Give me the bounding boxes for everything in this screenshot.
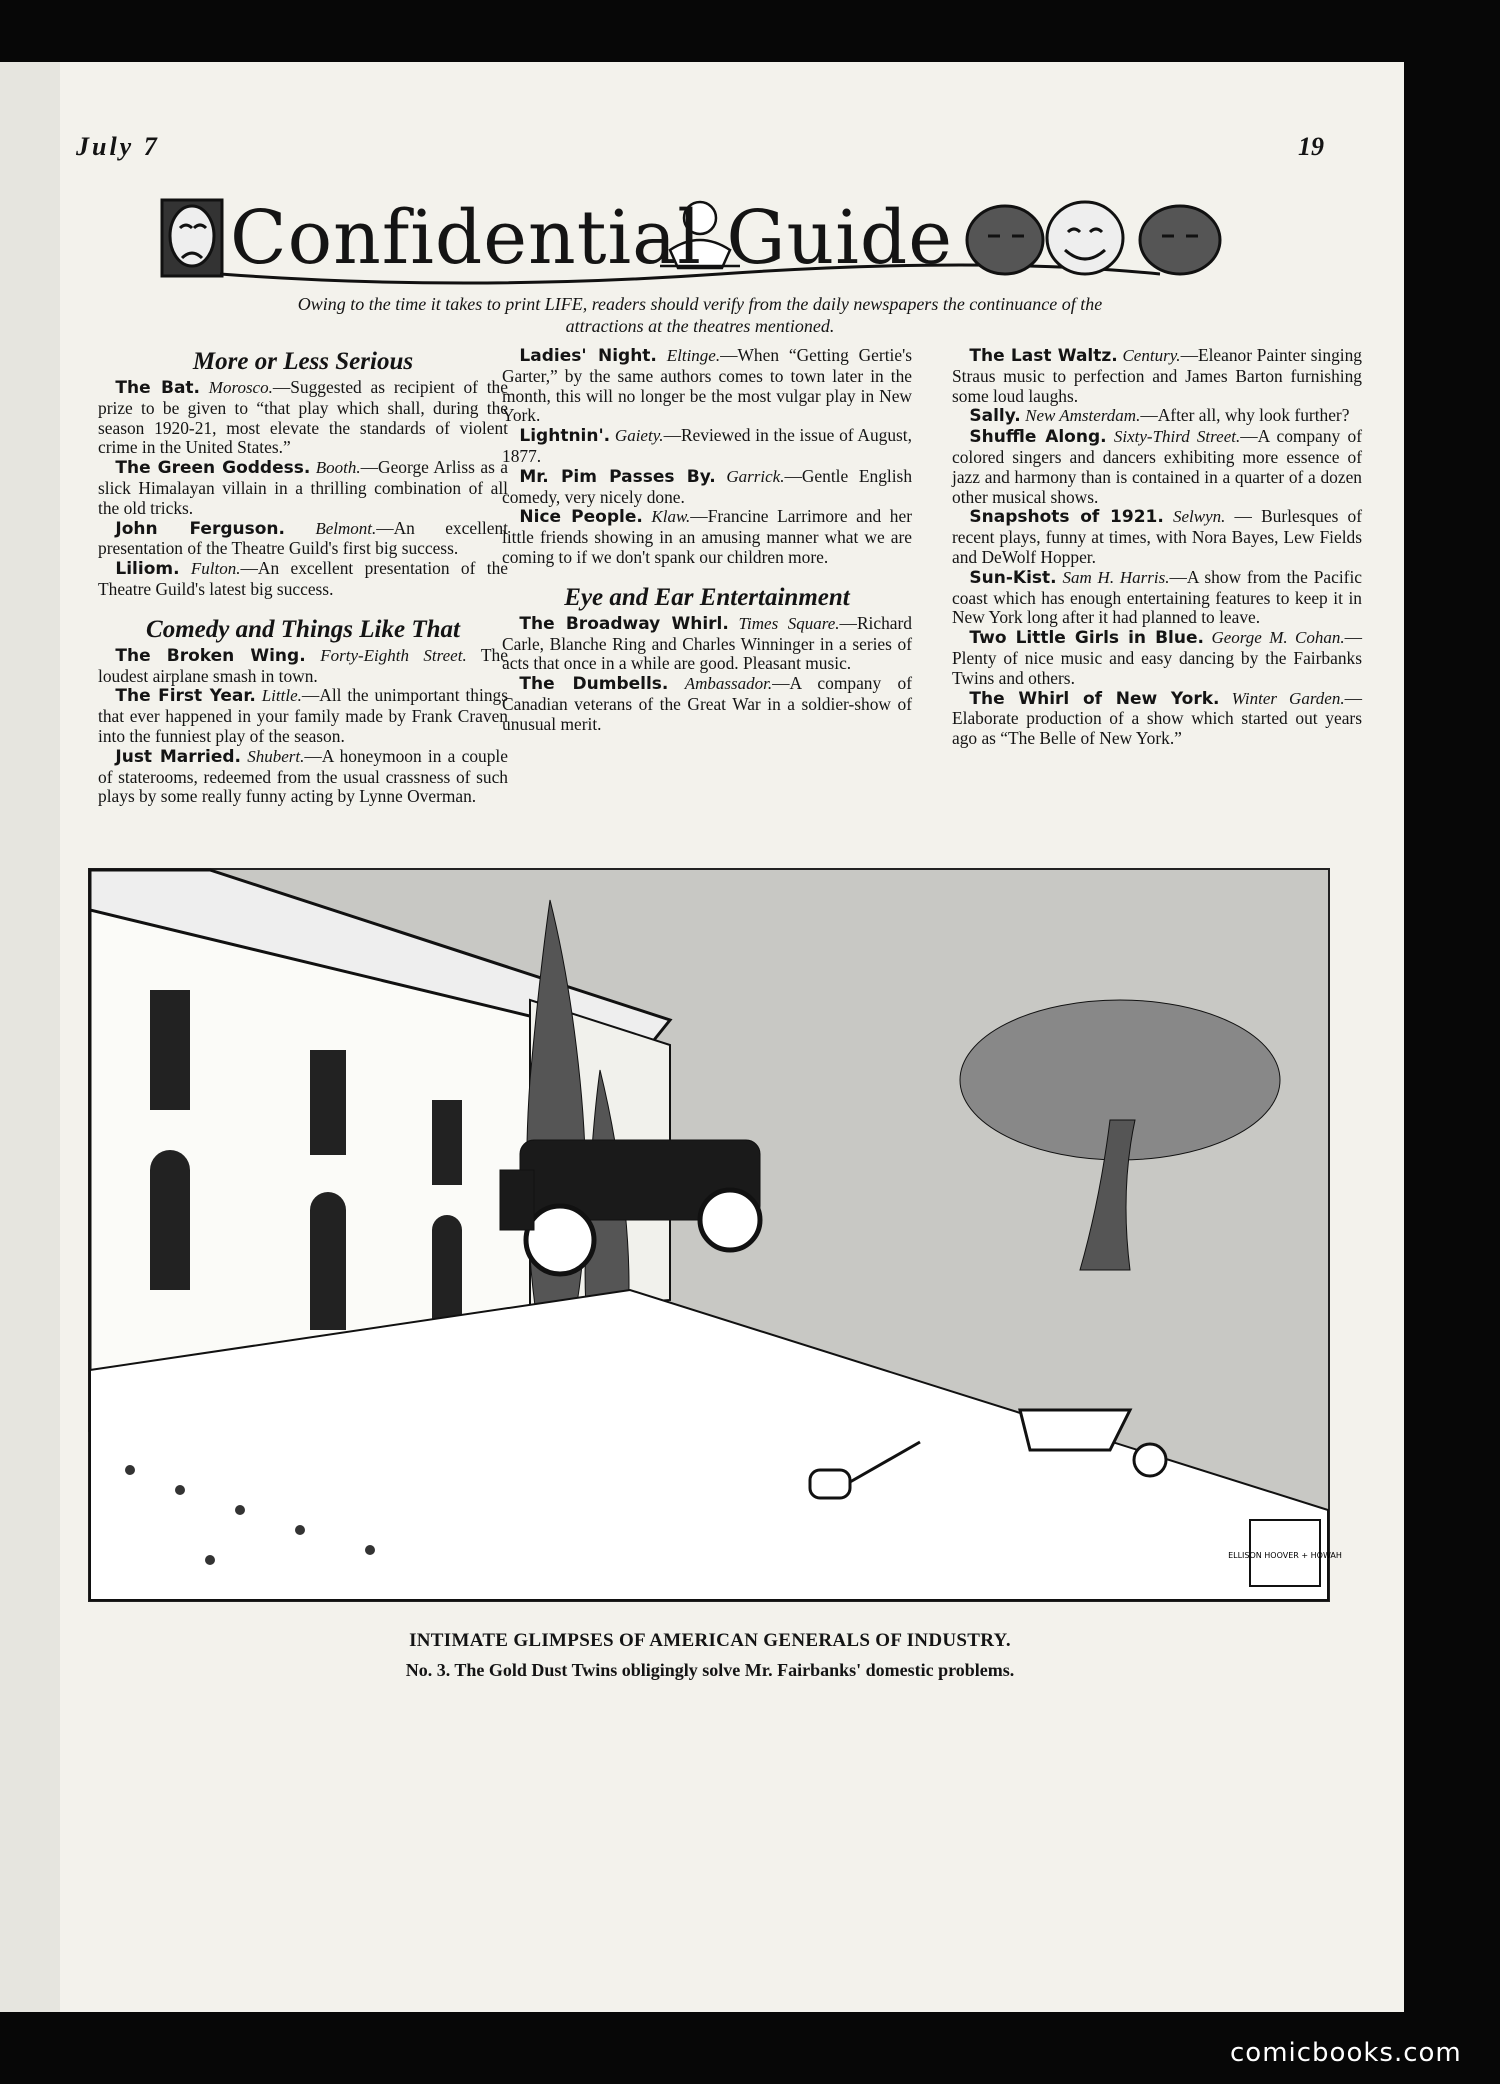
issue-date: July 7 xyxy=(76,132,160,161)
cartoon-scene xyxy=(90,870,1342,1600)
section-heading: More or Less Serious xyxy=(192,348,414,375)
play-title: The Last Waltz. xyxy=(969,346,1118,366)
cartoon-illustration xyxy=(88,868,1342,1602)
review-text: —A honeymoon in a couple of staterooms, redeemed from the usual crassness of such plays by some really funny acting by Lynne Overman. xyxy=(98,745,508,807)
listing-entry xyxy=(98,458,508,518)
review-text: —An excellent presentation of the Theatre Guild's latest big success. xyxy=(98,558,508,599)
review-text: —Elaborate production of a show which started out years ago as “The Belle of New York.” xyxy=(952,687,1362,749)
theatre-name: George M. Cohan. xyxy=(1211,628,1345,648)
listing-entry xyxy=(502,346,912,426)
play-title: Ladies' Night. xyxy=(519,346,657,366)
review-text: The loudest airplane smash in town. xyxy=(98,644,508,686)
cartoon-caption-title: INTIMATE GLIMPSES OF AMERICAN GENERALS OF INDUSTRY. xyxy=(409,1630,1011,1651)
listing-entry xyxy=(98,559,508,600)
listing-entry xyxy=(502,507,912,567)
listing-entry xyxy=(952,507,1362,567)
review-text: —Plenty of nice music and easy dancing by the Fairbanks Twins and others. xyxy=(952,627,1362,688)
listing-entry xyxy=(502,674,912,734)
theatre-name: Little. xyxy=(261,686,302,706)
listing-entry xyxy=(98,519,508,560)
review-text: —Gentle English comedy, very nicely done. xyxy=(502,465,913,507)
column-2 xyxy=(502,346,912,735)
play-title: Two Little Girls in Blue. xyxy=(969,628,1204,649)
source-watermark: comicbooks.com xyxy=(1230,2038,1462,2068)
play-title: Mr. Pim Passes By. xyxy=(519,466,716,487)
review-text: —Reviewed in the issue of August, 1877. xyxy=(502,425,912,466)
page-number: 19 xyxy=(1298,132,1324,161)
play-title: The Green Goddess. xyxy=(115,458,311,479)
play-title: Liliom. xyxy=(115,559,180,580)
listing-entry xyxy=(502,614,912,674)
review-text: — Burlesques of recent plays, funny at times, with Nora Bayes, Lew Fields and DeWolf Hopper. xyxy=(952,506,1362,567)
listing-entry xyxy=(952,568,1362,628)
play-title: The Dumbells. xyxy=(519,674,669,695)
theatre-name: Garrick. xyxy=(726,466,785,486)
theatre-name: Ambassador. xyxy=(684,674,773,694)
artist-signature: ELLISON HOOVER + HOWAH xyxy=(1228,1551,1342,1560)
cartoon-caption-subtitle: No. 3. The Gold Dust Twins obligingly solve Mr. Fairbanks' domestic problems. xyxy=(405,1660,1015,1680)
play-title: Lightnin'. xyxy=(519,426,611,447)
play-title: Nice People. xyxy=(519,507,643,528)
review-text: —Eleanor Painter singing Straus music to perfection and James Barton furnishing some loud laughs. xyxy=(952,345,1362,406)
theatre-name: Fulton. xyxy=(190,559,241,579)
play-title: The Broadway Whirl. xyxy=(519,613,729,634)
theatre-name: Morosco. xyxy=(208,378,273,397)
play-title: Sun-Kist. xyxy=(969,567,1057,588)
listing-entry xyxy=(98,686,508,746)
listing-entry xyxy=(98,378,508,458)
listing-entry xyxy=(502,426,912,467)
column-3 xyxy=(952,346,1362,749)
theatre-name: Shubert. xyxy=(247,746,305,766)
review-text: —An excellent presentation of the Theatre Guild's first big success. xyxy=(98,517,508,559)
theatre-name: Sixty-Third Street. xyxy=(1113,427,1241,447)
review-text: —George Arliss as a slick Himalayan villain in a thrilling combination of all the old tricks. xyxy=(98,457,508,518)
play-title: John Ferguson. xyxy=(115,518,285,539)
column-1 xyxy=(98,346,508,807)
play-title: Sally. xyxy=(969,406,1021,427)
theatre-name: Gaiety. xyxy=(614,426,664,446)
tragedy-mask-icon xyxy=(162,200,222,276)
listing-entry xyxy=(952,689,1362,749)
listing-entry xyxy=(98,646,508,687)
listing-entry xyxy=(952,346,1362,406)
theatre-name: Belmont. xyxy=(315,518,377,538)
play-title: The Whirl of New York. xyxy=(969,688,1220,709)
listing-entry xyxy=(502,467,912,508)
theatre-name: Klaw. xyxy=(651,507,691,527)
serious-list xyxy=(98,378,508,600)
review-text: —After all, why look further? xyxy=(1140,405,1350,426)
guide-title: Confidential Guide xyxy=(230,195,954,281)
theatre-name: Winter Garden. xyxy=(1231,688,1345,708)
comedy-list xyxy=(98,646,508,807)
play-title: The Broken Wing. xyxy=(115,645,306,666)
play-title: The First Year. xyxy=(115,686,256,707)
review-text: —A company of colored singers and dancers exhibiting more essence of jazz and harmony than is contained in a quarter of a dozen other musical shows. xyxy=(952,426,1363,507)
review-text: —Suggested as recipient of the prize to be given to “that play which shall, during the season 1920-21, most elevate the standards of violent crime in the United States.” xyxy=(98,377,508,458)
binding-gutter xyxy=(0,62,60,2012)
theatre-name: Sam H. Harris. xyxy=(1062,567,1170,587)
reader-notice: Owing to the time it takes to print LIFE, readers should verify from the daily newspapers the continuance of the attractions at the theatres mentioned. xyxy=(297,294,1103,336)
play-title: The Bat. xyxy=(115,378,200,398)
theatre-name: Selwyn. xyxy=(1172,507,1226,527)
review-text: —When “Getting Gertie's Garter,” by the same authors comes to town later in the month, this will no longer be the most vulgar play in New York. xyxy=(502,345,912,426)
listing-entry xyxy=(952,427,1362,507)
theatre-name: Booth. xyxy=(315,458,361,478)
review-text: —A company of Canadian veterans of the Great War in a soldier-show of unusual merit. xyxy=(502,673,912,734)
section-heading: Eye and Ear Entertainment xyxy=(564,583,850,611)
play-title: Shuffle Along. xyxy=(969,427,1107,448)
theatre-name: Eltinge. xyxy=(666,346,721,365)
review-text: —A show from the Pacific coast which has enough entertaining features to keep it in New York long after it had planned to leave. xyxy=(952,566,1362,628)
theatre-name: Century. xyxy=(1122,346,1181,365)
theatre-name: New Amsterdam. xyxy=(1025,406,1141,426)
theatre-name: Forty-Eighth Street. xyxy=(320,645,467,665)
comedy-list-continued xyxy=(502,346,912,568)
listing-entry xyxy=(952,628,1362,688)
eye-ear-list xyxy=(502,614,912,735)
section-heading: Comedy and Things Like That xyxy=(146,615,460,643)
apple-tree xyxy=(960,1000,1280,1270)
review-text: —Francine Larrimore and her little friends showing in an amusing manner what we are coming to if we don't spank our children more. xyxy=(502,506,912,567)
review-text: —All the unimportant things that ever happened in your family made by Frank Craven into the funniest play of the season. xyxy=(98,685,508,746)
eye-ear-list-continued xyxy=(952,346,1362,749)
play-title: Snapshots of 1921. xyxy=(969,507,1164,528)
listing-entry xyxy=(952,406,1362,427)
listing-entry xyxy=(98,747,508,807)
theatre-name: Times Square. xyxy=(738,613,840,633)
play-title: Just Married. xyxy=(115,746,241,767)
review-text: —Richard Carle, Blanche Ring and Charles Winninger in a series of acts that once in a while are good. Pleasant music. xyxy=(502,612,912,674)
